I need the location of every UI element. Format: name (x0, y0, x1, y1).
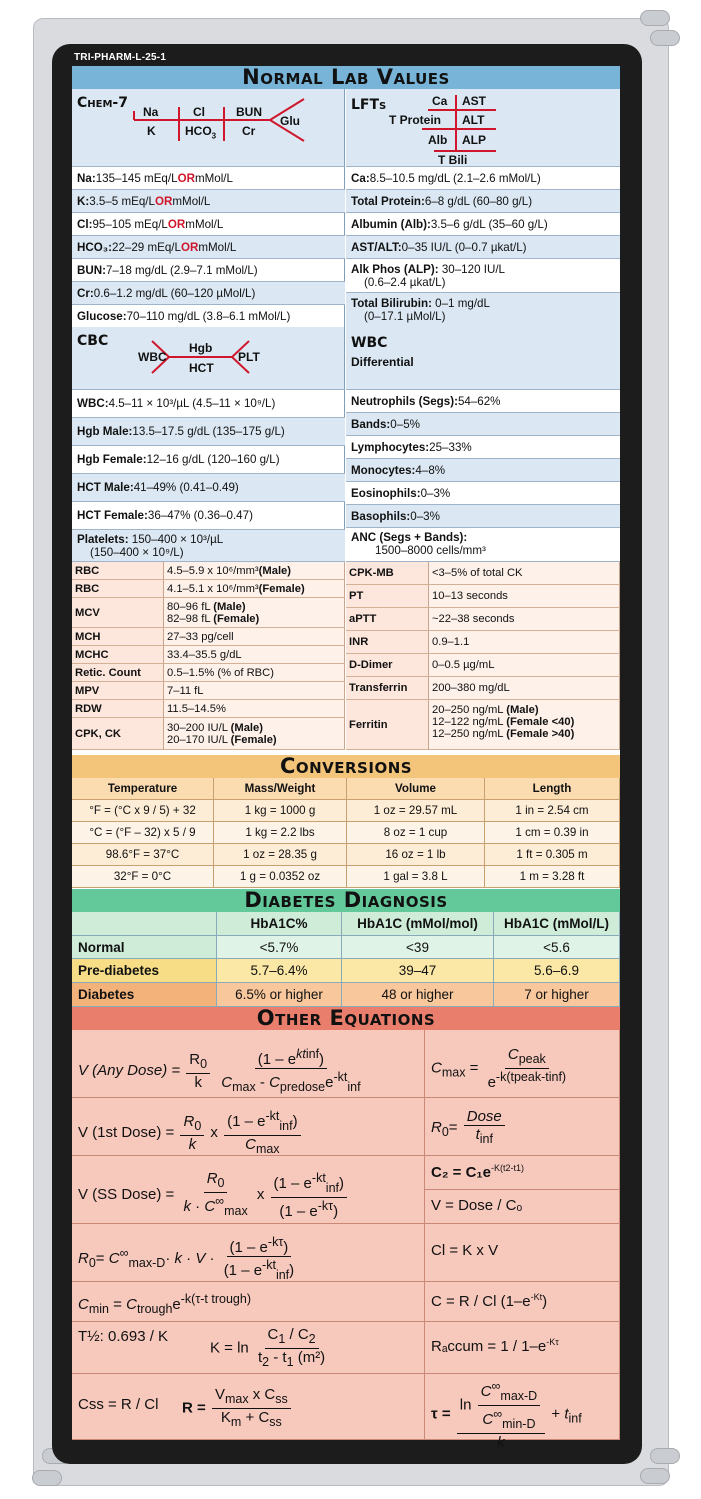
lfts-row-albumin: Albumin (Alb): 3.5–6 g/dL (35–60 g/L) (346, 213, 620, 236)
equation-c-rcl: C = R / Cl $(1-e^{-Kt})$ (425, 1282, 620, 1322)
diabetes-cell: 48 or higher (342, 983, 494, 1007)
conversion-cell: °F = (°C x 9 / 5) + 32 (72, 800, 214, 822)
lfts-row-ca: Ca: 8.5–10.5 mg/dL (2.1–2.6 mMol/L) (346, 167, 620, 190)
table-cell-value: 200–380 mg/dL (429, 677, 620, 700)
cbc-fishbone (72, 327, 345, 390)
conversion-cell: 8 oz = 1 cup (347, 822, 485, 844)
equation-v-ss-dose: V (SS Dose) = $\frac{R_0}{k \cdot C^\infty_{max}}$ x $\frac{(1 - e^{-kt}_{inf})}{(1 - e^{-k\tau})}$ (72, 1156, 425, 1224)
holder-clip (650, 30, 680, 46)
lfts-tprotein: T Protein (389, 113, 442, 127)
lfts-ca: Ca (432, 94, 448, 108)
equation-tau: τ = ln $\frac{C^\infty_{max-D}}{C^\infty_{min-D}}$ k + $t_{inf}$ (425, 1374, 620, 1440)
table-cell-name: MCV (72, 598, 164, 628)
conversion-cell: 1 kg = 1000 g (214, 800, 347, 822)
wbc-row-basophils: Basophils: 0–3% (346, 505, 620, 528)
cbc-title: CBC (77, 333, 109, 349)
table-cell-value: 10–13 seconds (429, 585, 620, 608)
table-cell-name: RBC (72, 562, 164, 580)
conversion-header: Volume (347, 778, 485, 800)
conversion-header: Temperature (72, 778, 214, 800)
chem7-row-cr: Cr: 0.6–1.2 mg/dL (60–120 µMol/L) (72, 282, 345, 305)
equation-label: V (1st Dose) = (78, 1123, 175, 1141)
diabetes-cell: 6.5% or higher (217, 983, 342, 1007)
table-cell-value: 4.1–5.1 x 10⁶/mm³ (Female) (164, 580, 345, 598)
card-content (72, 65, 620, 1451)
wbc-row-eosinophils: Eosinophils: 0–3% (346, 482, 620, 505)
table-cell-name: MCH (72, 628, 164, 646)
conversion-cell: 1 g = 0.0352 oz (214, 866, 347, 888)
table-cell-name: aPTT (346, 608, 429, 631)
chem7-na: Na (143, 105, 159, 119)
coagulation-table (346, 562, 620, 754)
wbc-row-neutrophils: Neutrophils (Segs): 54–62% (346, 390, 620, 413)
wbc-diff-rows (346, 390, 620, 562)
table-cell-name: CPK-MB (346, 562, 429, 585)
chem7-glu: Glu (280, 114, 300, 128)
conversion-cell: 98.6°F = 37°C (72, 844, 214, 866)
lfts-alt: ALT (462, 113, 485, 127)
equation-v-dose: V = Dose / Cₒ (425, 1190, 620, 1224)
cbc-header (72, 327, 345, 390)
diabetes-cell: 5.6–6.9 (494, 959, 620, 983)
conversion-header: Mass/Weight (214, 778, 347, 800)
chem7-k: K (147, 124, 156, 138)
table-cell-value: 20–250 ng/mL (Male) 12–122 ng/mL (Female <40) 12–250 ng/mL (Female >40) (429, 700, 620, 750)
chem7-title: Chem-7 (77, 95, 128, 111)
equation-t-half-k: T½: 0.693 / K K = ln $\frac{C_1 / C_2}{t_2 - t_1 (m^2)}$ (72, 1322, 425, 1374)
lfts-header (346, 89, 620, 167)
table-cell-value: 80–96 fL (Male) 82–98 fL (Female) (164, 598, 345, 628)
table-cell-name: INR (346, 631, 429, 654)
conversion-cell: 1 in = 2.54 cm (485, 800, 620, 822)
conversion-cell: 16 oz = 1 lb (347, 844, 485, 866)
diabetes-cell: Diabetes (72, 983, 217, 1007)
equation-cmin: $C_{min} = C_{trough}e^{-k(\tau-t trough)}$ (72, 1282, 425, 1322)
holder-clip (32, 1470, 62, 1486)
chem7-header (72, 89, 345, 167)
diabetes-cell: 7 or higher (494, 983, 620, 1007)
lfts-row-total-protein: Total Protein: 6–8 g/dL (60–80 g/L) (346, 190, 620, 213)
wbc-title: WBC (351, 335, 388, 351)
conversion-cell: 1 oz = 29.57 mL (347, 800, 485, 822)
chem7-bun: BUN (236, 105, 262, 119)
table-cell-name: Retic. Count (72, 664, 164, 682)
diabetes-header: HbA1C (mMol/mol) (342, 912, 494, 936)
cbc-row-hct-female: HCT Female: 36–47% (0.36–0.47) (72, 502, 345, 530)
table-cell-value: 7–11 fL (164, 682, 345, 700)
holder-clip (640, 10, 670, 26)
diabetes-table (72, 912, 620, 1007)
table-cell-value: 33.4–35.5 g/dL (164, 646, 345, 664)
chem7-rows (72, 167, 345, 327)
holder-clip (640, 1468, 670, 1484)
lfts-alb: Alb (428, 133, 448, 147)
lfts-rows (346, 167, 620, 327)
cbc-row-hgb-female: Hgb Female: 12–16 g/dL (120–160 g/L) (72, 446, 345, 474)
wbc-row-anc: ANC (Segs + Bands): 1500–8000 cells/mm³ (346, 528, 620, 562)
wbc-header (346, 327, 620, 390)
lfts-row-ast-alt: AST/ALT: 0–35 IU/L (0–0.7 µkat/L) (346, 236, 620, 259)
diabetes-header: HbA1C (mMol/L) (494, 912, 620, 936)
conversions-table (72, 778, 620, 888)
diabetes-header (72, 912, 217, 936)
cbc-row-hct-male: HCT Male: 41–49% (0.41–0.49) (72, 474, 345, 502)
table-cell-value: 27–33 pg/cell (164, 628, 345, 646)
lfts-ast: AST (462, 94, 486, 108)
chem7-row-na: Na: 135–145 mEq/L OR mMol/L (72, 167, 345, 190)
conversion-cell: 1 ft = 0.305 m (485, 844, 620, 866)
conversion-cell: 1 cm = 0.39 in (485, 822, 620, 844)
diabetes-cell: <5.6 (494, 936, 620, 959)
section-title-conversions: Conversions (72, 755, 620, 778)
table-cell-name: RBC (72, 580, 164, 598)
table-cell-value: 0.9–1.1 (429, 631, 620, 654)
conversion-cell: 1 gal = 3.8 L (347, 866, 485, 888)
cbc-row-wbc: WBC: 4.5–11 × 10³/µL (4.5–11 × 10⁹/L) (72, 390, 345, 418)
card-code: TRI-PHARM-L-25-1 (74, 52, 167, 63)
table-cell-value: 0–0.5 µg/mL (429, 654, 620, 677)
cbc-hct: HCT (189, 361, 214, 375)
conversion-cell: 1 kg = 2.2 lbs (214, 822, 347, 844)
equation-c2: $C_2 = C_1e^{-K(t2-t1)}$ (425, 1156, 620, 1190)
wbc-row-monocytes: Monocytes: 4–8% (346, 459, 620, 482)
equation-r-accum: Rₐccum = $1 / 1-e^{-K\tau}$ (425, 1322, 620, 1374)
holder-clip (650, 1448, 680, 1464)
diabetes-cell: 5.7–6.4% (217, 959, 342, 983)
chem7-cr: Cr (242, 124, 256, 138)
table-cell-name: Transferrin (346, 677, 429, 700)
chem7-row-cl: Cl: 95–105 mEq/L OR mMol/L (72, 213, 345, 236)
table-cell-name: MCHC (72, 646, 164, 664)
table-cell-value: 4.5–5.9 x 10⁶/mm³ (Male) (164, 562, 345, 580)
cbc-row-hgb-male: Hgb Male: 13.5–17.5 g/dL (135–175 g/L) (72, 418, 345, 446)
diabetes-cell: 39–47 (342, 959, 494, 983)
equation-label: V (Any Dose) = (78, 1061, 181, 1079)
lfts-alp: ALP (462, 133, 486, 147)
cbc-rows (72, 390, 345, 562)
section-title-other-equations: Other Equations (72, 1007, 620, 1030)
equation-cmax: $C_{max}$ = $\frac{C_{peak}}{e^{-k(tpeak-tinf)}}$ (425, 1030, 620, 1098)
lfts-row-alk-phos: Alk Phos (ALP): 30–120 IU/L (0.6–2.4 µkat/L) (346, 259, 620, 293)
diabetes-header: HbA1C% (217, 912, 342, 936)
cbc-hgb: Hgb (189, 341, 213, 355)
table-cell-name: Ferritin (346, 700, 429, 750)
wbc-subtitle: Differential (351, 355, 414, 369)
diabetes-cell: Normal (72, 936, 217, 959)
table-cell-name: PT (346, 585, 429, 608)
equation-label: V (SS Dose) = (78, 1185, 175, 1203)
chem7-cl: Cl (193, 105, 205, 119)
table-cell-value: 11.5–14.5% (164, 700, 345, 718)
table-cell-value: <3–5% of total CK (429, 562, 620, 585)
equation-cl: Cl = K x V (425, 1224, 620, 1282)
chem7-row-glucose: Glucose: 70–110 mg/dL (3.8–6.1 mMol/L) (72, 305, 345, 328)
conversion-cell: °C = (°F – 32) x 5 / 9 (72, 822, 214, 844)
table-cell-name: RDW (72, 700, 164, 718)
conversion-cell: 1 m = 3.28 ft (485, 866, 620, 888)
conversion-cell: 32°F = 0°C (72, 866, 214, 888)
wbc-row-lymphocytes: Lymphocytes: 25–33% (346, 436, 620, 459)
chem7-row-k: K: 3.5–5 mEq/L OR mMol/L (72, 190, 345, 213)
diabetes-cell: <39 (342, 936, 494, 959)
conversion-header: Length (485, 778, 620, 800)
diabetes-cell: <5.7% (217, 936, 342, 959)
chem7-row-hco3: HCO₃: 22–29 mEq/L OR mMol/L (72, 236, 345, 259)
table-cell-value: ~22–38 seconds (429, 608, 620, 631)
chem7-hco3: $HCO_3$ (185, 124, 217, 141)
lfts-row-bilirubin: Total Bilirubin: 0–1 mg/dL (0–17.1 µMol/L) (346, 293, 620, 328)
lfts-tbili: T Bili (438, 153, 468, 167)
equation-css-r: Css = R / Cl R = $\frac{V_{max} x C_{ss}}{K_m + C_{ss}}$ (72, 1374, 425, 1440)
wbc-row-bands: Bands: 0–5% (346, 413, 620, 436)
equation-r0-steady: $R_0= C^\infty_{max-D}\cdot k \cdot V$ · $\frac{(1 - e^{-k\tau})}{(1 - e^{-kt}_{inf})}$ (72, 1224, 425, 1282)
equation-v-any-dose: V (Any Dose) = $\frac{R_0}{k}$ $\frac{(1 - e^{ktinf})}{C_{max} - C_{predose}e^{-kt}_{inf}}$ (72, 1030, 425, 1098)
equations-area (72, 1030, 620, 1451)
section-title-diabetes: Diabetes Diagnosis (72, 889, 620, 912)
lfts-title: LFTs (351, 97, 387, 113)
equation-v-first-dose: V (1st Dose) = $\frac{R_0}{k}$ x $\frac{(1 - e^{-kt}_{inf})}{C_{max}}$ (72, 1098, 425, 1156)
table-cell-value: 0.5–1.5% (% of RBC) (164, 664, 345, 682)
table-cell-value: 30–200 IU/L (Male) 20–170 IU/L (Female) (164, 718, 345, 750)
chem7-row-bun: BUN: 7–18 mg/dL (2.9–7.1 mMol/L) (72, 259, 345, 282)
cbc-plt: PLT (238, 350, 260, 364)
cbc-row-platelets: Platelets: 150–400 × 10³/µL (150–400 × 10⁹/L) (72, 530, 345, 562)
equation-r0-dose: $R_0=$ $\frac{\text{Dose}}{t_{inf}}$ (425, 1098, 620, 1156)
table-cell-name: D-Dimer (346, 654, 429, 677)
table-cell-name: CPK, CK (72, 718, 164, 750)
hematology-table (72, 562, 345, 754)
section-title-normal-lab-values: Normal Lab Values (72, 66, 620, 89)
table-cell-name: MPV (72, 682, 164, 700)
conversion-cell: 1 oz = 28.35 g (214, 844, 347, 866)
cbc-wbc: WBC (138, 350, 167, 364)
diabetes-cell: Pre-diabetes (72, 959, 217, 983)
